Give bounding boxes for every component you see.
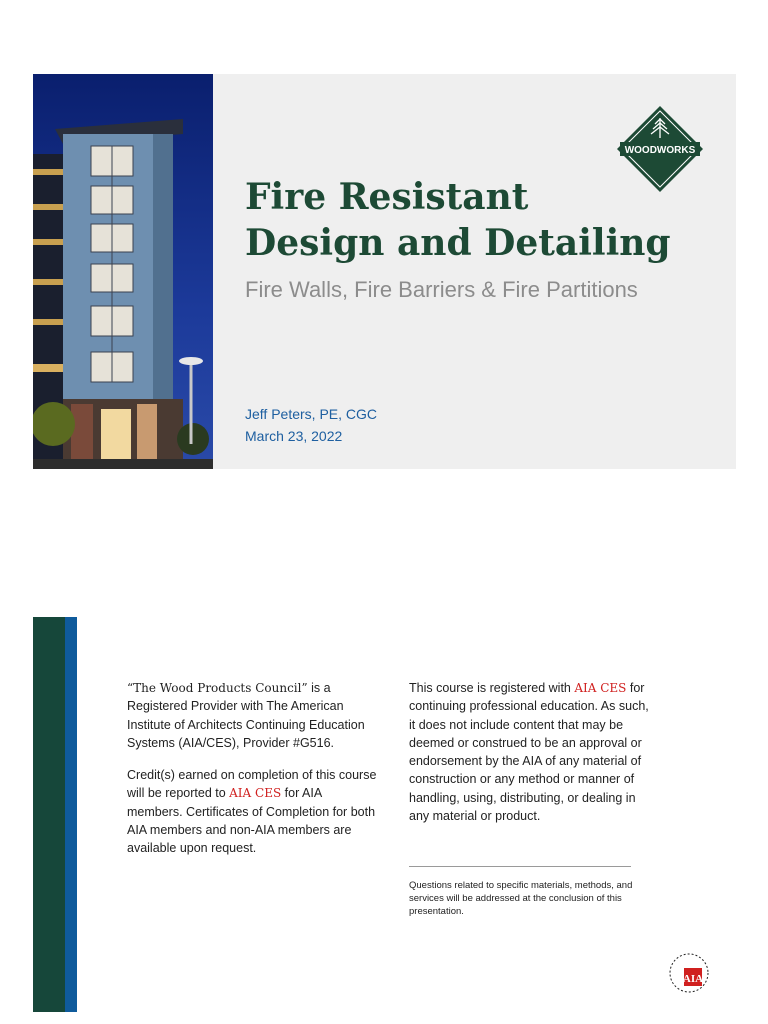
aia-ces-link[interactable]: AIA CES (574, 681, 627, 695)
blue-side-bar (65, 617, 77, 1012)
presentation-date: March 23, 2022 (245, 428, 343, 444)
provider-text-column (127, 679, 377, 872)
title-slide (33, 74, 736, 469)
svg-text:WOODWORKS: WOODWORKS (624, 145, 696, 156)
aia-ces-link[interactable]: AIA CES (229, 786, 282, 801)
presentation-subtitle: Fire Walls, Fire Barriers & Fire Partitions (245, 277, 638, 302)
registration-paragraph: This course is registered with AIA CES for continuing professional education. As such, it does not include content that may be deemed or construed to be an approval or endorsement by the AIA of any material of construction or any method or manner of handling, using, distributing, or dealing in any material or product. (409, 681, 649, 824)
title-line-2: Design and Detailing (245, 222, 671, 264)
questions-footnote: Questions related to specific materials, methods, and services will be addressed at the conclusion of this presentation. (409, 880, 633, 917)
presentation-title (245, 174, 715, 266)
provider-paragraph: “The Wood Products Council” is a Registered Provider with The American Institute of Architects Continuing Education Systems (AIA/CES), Provider #G516. (127, 681, 365, 750)
credits-paragraph: Credit(s) earned on completion of this course will be reported to AIA CES for AIA members. Certificates of Completion for both AIA members and non-AIA members are available upon request. (127, 768, 377, 856)
svg-text:AIA: AIA (682, 973, 704, 985)
presenter-name: Jeff Peters, PE, CGC (245, 406, 378, 422)
aia-badge-icon (667, 951, 711, 995)
registration-text-column (409, 679, 649, 839)
title-line-1: Fire Resistant (245, 176, 529, 218)
green-side-bar (33, 617, 65, 1012)
divider-line (409, 866, 631, 867)
building-photo (33, 74, 213, 469)
aia-disclosure-slide (33, 617, 736, 1012)
